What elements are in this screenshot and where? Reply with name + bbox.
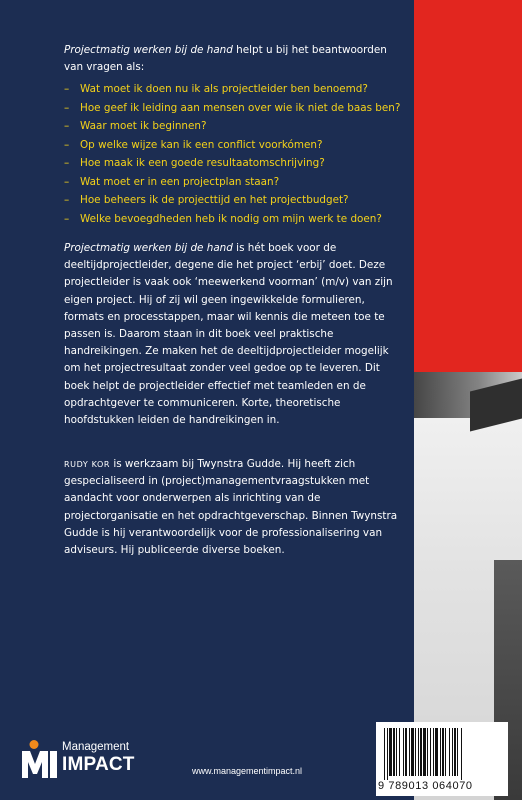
logo-management-text: Management [62, 741, 130, 753]
barcode-bar [389, 728, 392, 776]
barcode-bar [423, 728, 426, 776]
barcode-bar [420, 728, 422, 776]
barcode-bar [399, 728, 400, 776]
question-text: Welke bevoegdheden heb ik nodig om mijn werk te doen? [80, 212, 382, 225]
question-text: Op welke wijze kan ik een conflict voorkómen? [80, 138, 323, 151]
barcode-bar [405, 728, 407, 776]
question-dash: – [64, 120, 70, 132]
author-name: RUDY KOR [64, 460, 111, 469]
question-dash: – [64, 101, 70, 114]
barcode-bar [387, 728, 388, 780]
question-text: Wat moet ik doen nu ik als projectleider ben benoemd? [80, 83, 368, 95]
question-item [64, 136, 404, 155]
question-text: Waar moet ik beginnen? [80, 120, 207, 132]
barcode-bar [384, 728, 385, 780]
question-item [64, 80, 404, 99]
question-text: Hoe geef ik leiding aan mensen over wie ik niet de baas ben? [80, 101, 401, 114]
question-dash: – [64, 83, 70, 95]
question-text: Wat moet er in een projectplan staan? [80, 175, 280, 188]
barcode-bar [393, 728, 395, 776]
question-item [64, 99, 404, 118]
question-text: Hoe beheers ik de projecttijd en het projectbudget? [80, 194, 349, 206]
question-item [64, 117, 404, 136]
barcode-bar [433, 728, 434, 776]
barcode-bar [427, 728, 428, 776]
question-dash: – [64, 212, 70, 225]
question-dash: – [64, 138, 70, 151]
question-item [64, 173, 404, 192]
intro-text: helpt u bij het beantwoorden van vragen als: [64, 44, 387, 74]
mi-logo-mark-icon [22, 740, 58, 780]
barcode-bar [415, 728, 416, 776]
barcode-bar [454, 728, 456, 776]
barcode-bar [411, 728, 414, 776]
barcode-bar [445, 728, 446, 776]
publisher-url[interactable]: www.managementimpact.nl [192, 766, 303, 776]
barcode-bar [409, 728, 410, 776]
red-panel [414, 0, 522, 372]
intro-paragraph [64, 42, 404, 76]
barcode-bar [452, 728, 453, 776]
question-list [64, 80, 404, 228]
intro-book-title: Projectmatig werken bij de hand [64, 44, 233, 56]
isbn-barcode [376, 722, 508, 796]
cover-photo-strip [414, 0, 522, 800]
author-bio-text: is werkzaam bij Twynstra Gudde. Hij heeft zich gespecialiseerd in (project)managementvraagstukken met aandacht voor onderwerpen als inrichting van de projectorganisatie en het opdrachtgeverschap. Binnen Twynstra Gudde is hij verantwoordelijk voor de professionalisering van adviseurs. Hij publiceerde diverse boeken. [64, 458, 398, 557]
question-dash: – [64, 175, 70, 188]
barcode-bar [403, 728, 404, 776]
question-item [64, 154, 404, 173]
barcode-bar [449, 728, 450, 776]
barcode-bar [442, 728, 444, 776]
barcode-bar [440, 728, 441, 776]
question-text: Hoe maak ik een goede resultaatomschrijving? [80, 157, 325, 169]
barcode-bar [461, 728, 462, 780]
question-item [64, 191, 404, 210]
question-item [64, 210, 404, 229]
question-dash: – [64, 194, 70, 206]
barcode-bar [418, 728, 419, 776]
description-text: is hét boek voor de deeltijdprojectleider, degene die het project ‘erbij’ doet. Deze projectleider is vaak ook ‘meewerkend voorman’ (m/v) van zijn eigen project. Hij of zij wil geen ingewikkelde formulieren, formats en processtappen, maar wil kennis die meteen toe te passen is. Daarom staan in dit boek veel praktische handreikingen. Ze maken het de deeltijdprojectleider mogelijk om het projectresultaat zonder veel gedoe op te leveren. Dit boek helpt de projectleider effectief met teamleden en de opdrachtgever te communiceren. Korte, theoretische hoofdstukken leiden de handreikingen in. [64, 242, 393, 427]
description-book-title: Projectmatig werken bij de hand [64, 242, 233, 254]
question-dash: – [64, 157, 70, 169]
author-bio [64, 456, 404, 559]
description-paragraph [64, 240, 404, 429]
barcode-bar [457, 728, 458, 776]
barcode-bar [396, 728, 397, 776]
barcode-bar [435, 728, 438, 776]
barcode-bars [382, 728, 502, 780]
logo-impact-text: IMPACT [62, 754, 135, 775]
publisher-logo [22, 732, 152, 784]
barcode-bar [430, 728, 431, 776]
isbn-digits: 9 789013 064070 [378, 780, 473, 792]
